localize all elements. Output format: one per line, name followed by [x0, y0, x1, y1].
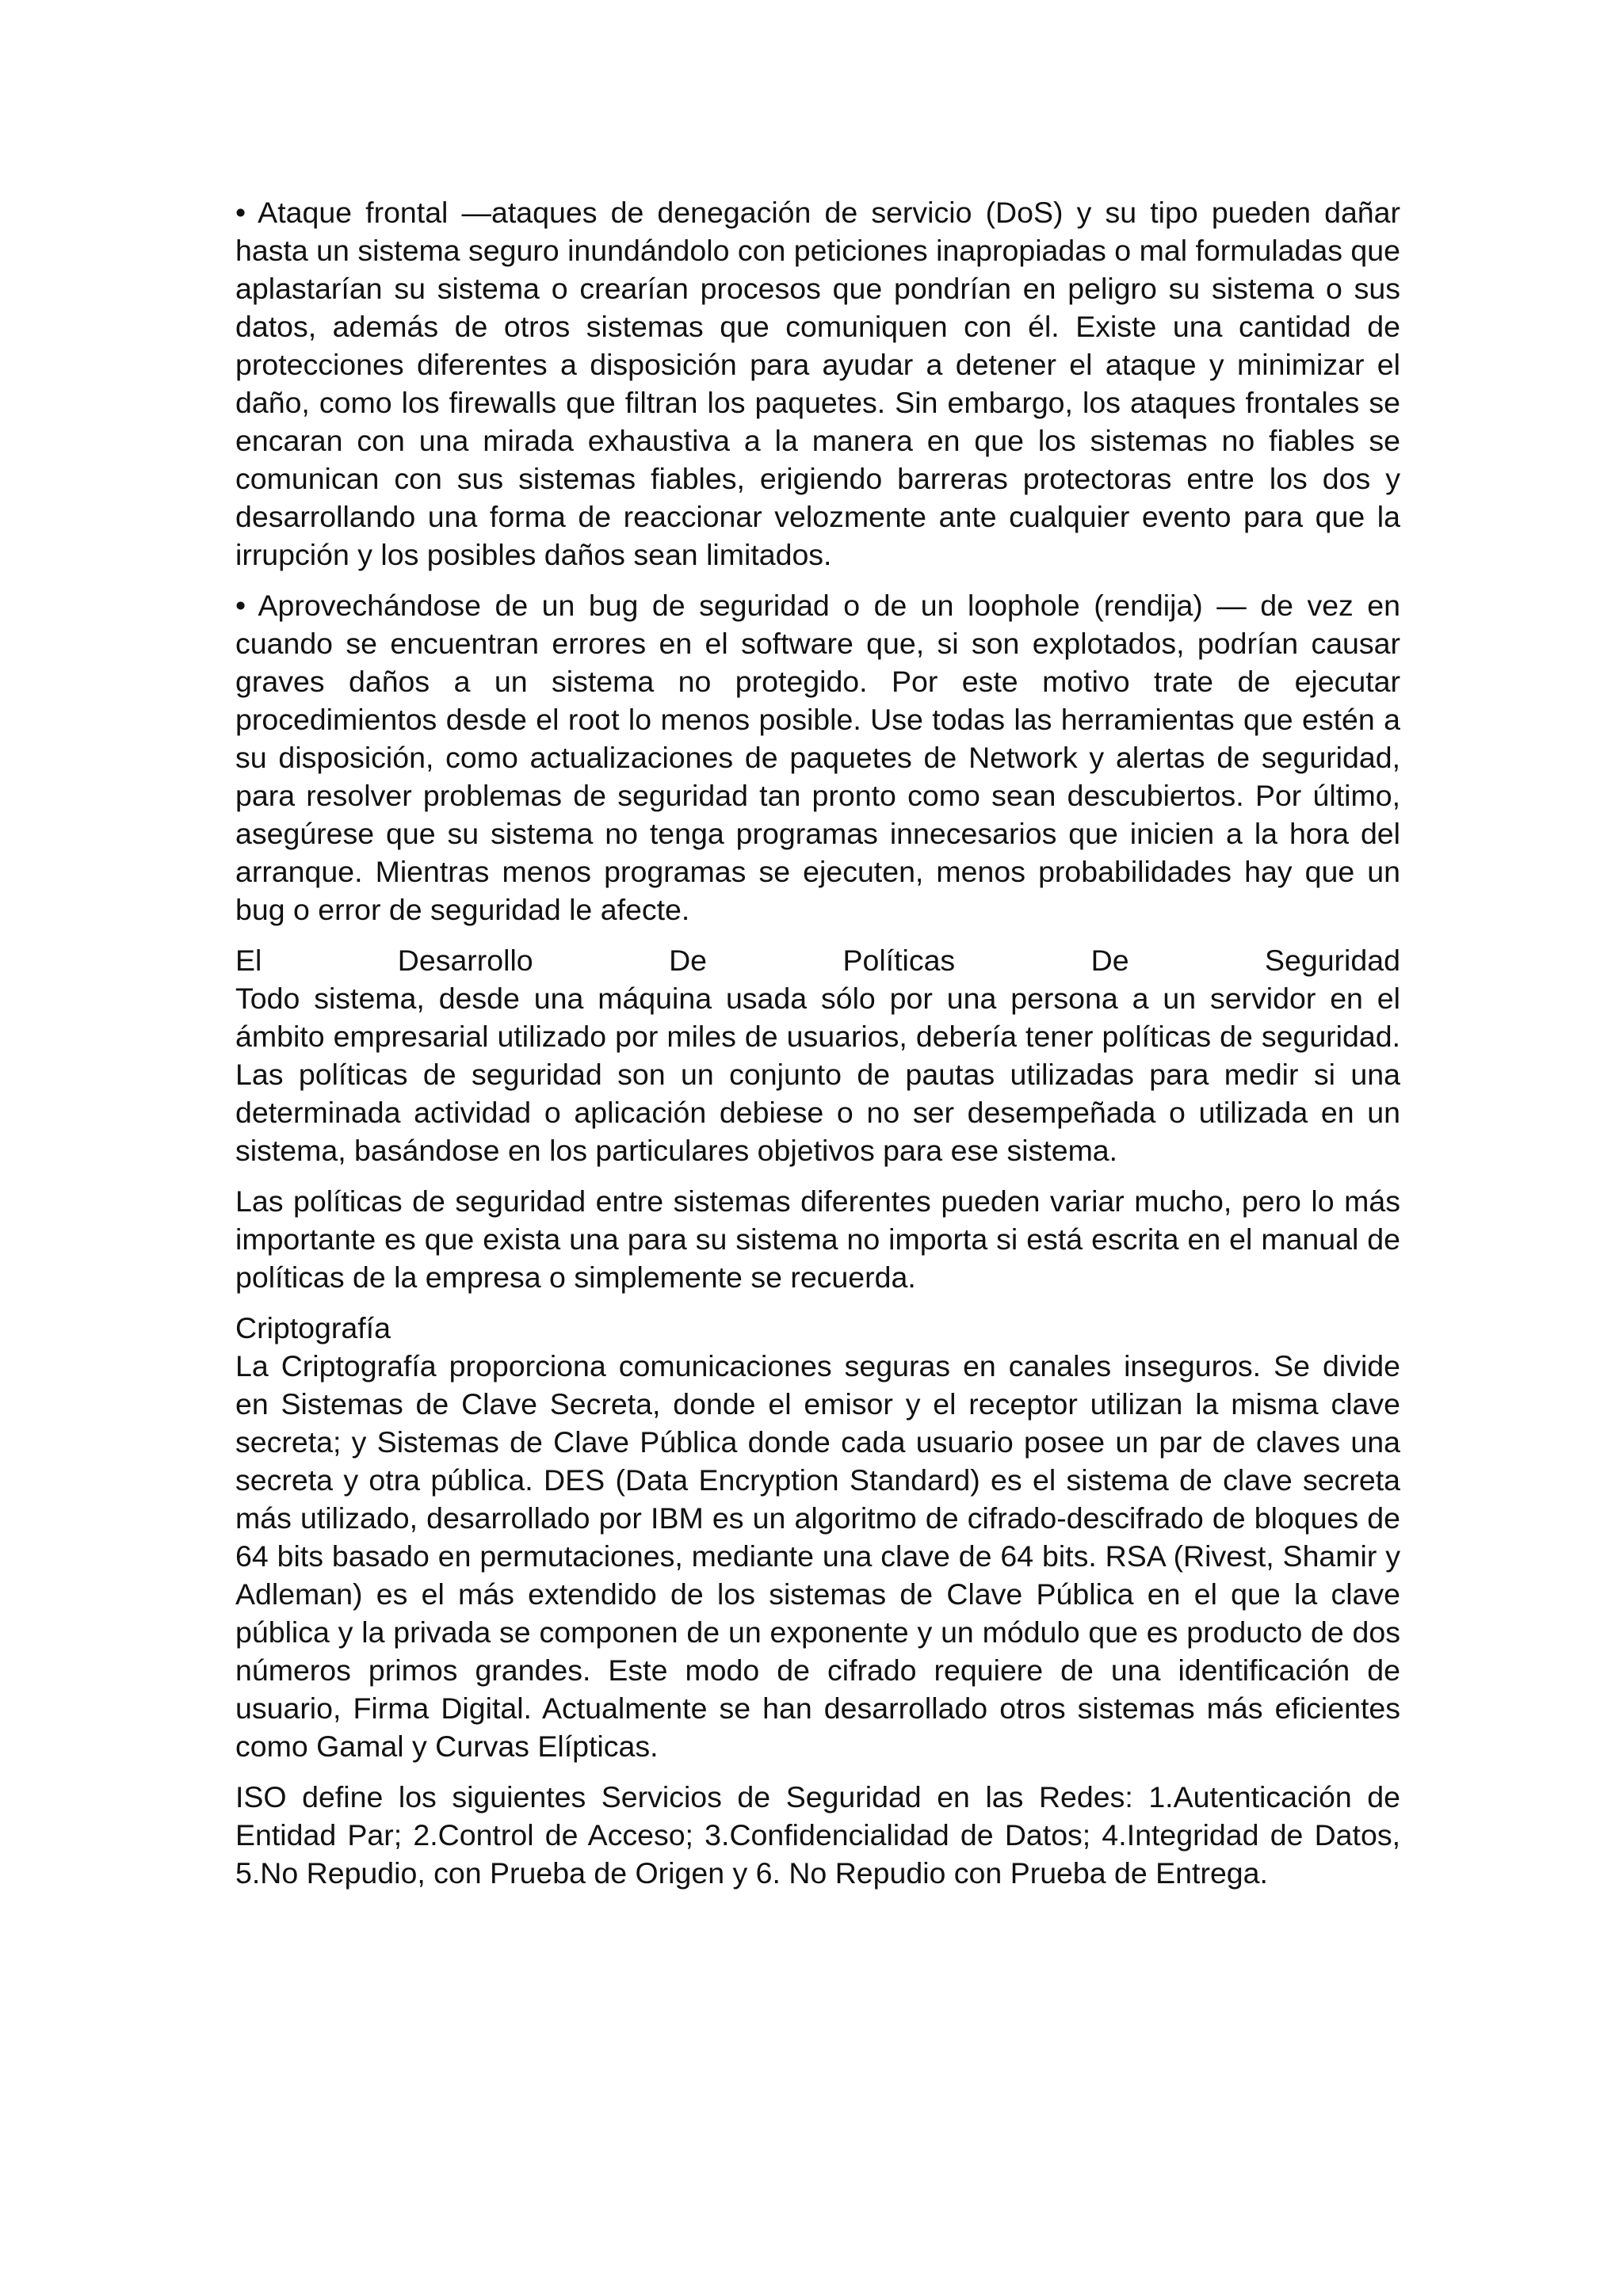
section-cryptography — [235, 1309, 1400, 1765]
heading-word: Desarrollo — [397, 944, 533, 977]
section-security-policies — [235, 941, 1400, 1169]
paragraph-security-policies-body: Todo sistema, desde una máquina usada sólo por una persona a un servidor en el ámbito empresarial utilizado por miles de usuarios, debería tener políticas de seguridad. Las políticas de seguridad son un conjunto de pautas utilizadas para medir si una determinada actividad o aplicación debiese o no ser desempeñada o utilizada en un sistema, basándose en los particulares objetivos para ese sistema. — [235, 982, 1400, 1167]
paragraph-cryptography-body: La Criptografía proporciona comunicaciones seguras en canales inseguros. Se divide en Sistemas de Clave Secreta, donde el emisor y el receptor utilizan la misma clave secreta; y Sistemas de Clave Pública donde cada usuario posee un par de claves una secreta y otra pública. DES (Data Encryption Standard) es el sistema de clave secreta más utilizado, desarrollado por IBM es un algoritmo de cifrado-descifrado de bloques de 64 bits basado en permutaciones, mediante una clave de 64 bits. RSA (Rivest, Shamir y Adleman) es el más extendido de los sistemas de Clave Pública en el que la clave pública y la privada se componen de un exponente y un módulo que es producto de dos números primos grandes. Este modo de cifrado requiere de una identificación de usuario, Firma Digital. Actualmente se han desarrollado otros sistemas más eficientes como Gamal y Curvas Elípticas. — [235, 1349, 1400, 1763]
heading-word: Políticas — [842, 944, 956, 977]
paragraph-bullet-frontal-attack: • Ataque frontal —ataques de denegación de servicio (DoS) y su tipo pueden dañar hasta un sistema seguro inundándolo con peticiones inapropiadas o mal formuladas que aplastarían su sistema o crearían procesos que pondrían en peligro su sistema o sus datos, además de otros sistemas que comuniquen con él. Existe una cantidad de protecciones diferentes a disposición para ayudar a detener el ataque y minimizar el daño, como los firewalls que filtran los paquetes. Sin embargo, los ataques frontales se encaran con una mirada exhaustiva a la manera en que los sistemas no fiables se comunican con sus sistemas fiables, erigiendo barreras protectoras entre los dos y desarrollando una forma de reaccionar velozmente ante cualquier evento para que la irrupción y los posibles daños sean limitados. — [235, 196, 1400, 571]
heading-word: El — [235, 944, 262, 977]
heading-word: Seguridad — [1264, 944, 1400, 977]
paragraph-iso-services: ISO define los siguientes Servicios de Seguridad en las Redes: 1.Autenticación de Entidad Par; 2.Control de Acceso; 3.Confidencialidad de Datos; 4.Integridad de Datos, 5.No Repudio, con Prueba de Origen y 6. No Repudio con Prueba de Entrega. — [235, 1780, 1400, 1890]
heading-word: De — [669, 944, 708, 977]
paragraph-bullet-security-bug: • Aprovechándose de un bug de seguridad o de un loophole (rendija) — de vez en cuando se encuentran errores en el software que, si son explotados, podrían causar graves daños a un sistema no protegido. Por este motivo trate de ejecutar procedimientos desde el root lo menos posible. Use todas las herramientas que estén a su disposición, como actualizaciones de paquetes de Network y alertas de seguridad, para resolver problemas de seguridad tan pronto como sean descubiertos. Por último, asegúrese que su sistema no tenga programas innecesarios que inicien a la hora del arranque. Mientras menos programas se ejecuten, menos probabilidades hay que un bug o error de seguridad le afecte. — [235, 589, 1400, 926]
heading-word: De — [1090, 944, 1129, 977]
paragraph-policies-variation: Las políticas de seguridad entre sistemas diferentes pueden variar mucho, pero lo más importante es que exista una para su sistema no importa si está escrita en el manual de políticas de la empresa o simplemente se recuerda. — [235, 1184, 1400, 1294]
document-page — [235, 193, 1400, 1905]
security-policies-heading — [235, 941, 1400, 979]
cryptography-heading: Criptografía — [235, 1311, 391, 1344]
